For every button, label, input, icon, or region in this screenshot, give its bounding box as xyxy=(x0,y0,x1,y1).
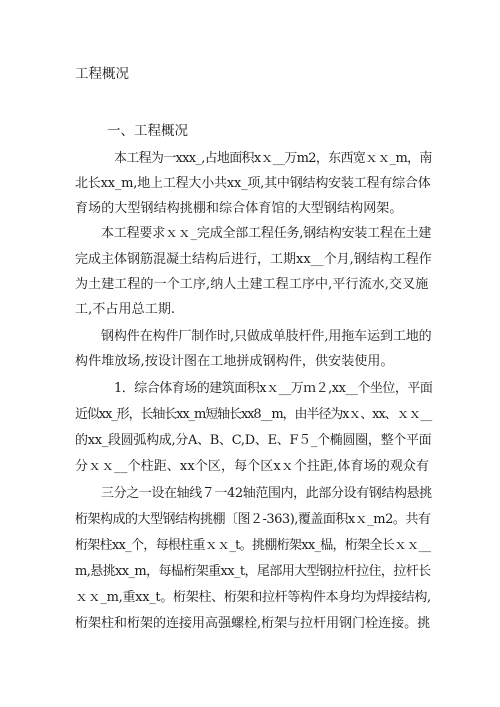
paragraph-line: 为土建工程的一个工序,纳人土建工程工序中,平行流水,交叉施 xyxy=(75,277,429,292)
paragraph-line: 完成主体钢筋混凝土结构后进行，工期xx__个月,钢结构工程作 xyxy=(75,252,432,267)
paragraph-line: ｘｘ_m,重xx_t。桁架柱、桁架和拉杆等构件本身均为焊接结构, xyxy=(75,590,431,605)
paragraph-line: 育场的大型钢结构挑棚和综合体育馆的大型钢结构网架。 xyxy=(75,201,403,216)
paragraph-line: m,悬挑xx_m，每榀桁架重xx_t，尾部用大型钢拉杆拉住，拉杆长 xyxy=(75,564,431,579)
paragraph-line: 构件堆放场,按设计图在工地拼成钢构件，供安装使用。 xyxy=(75,354,394,369)
paragraph-line: 1．综合体育场的建筑面积xｘ__万ｍ２,xx__个坐位，平面 xyxy=(114,381,433,396)
paragraph-line: 三分之一设在轴线７一42轴范围内，此部分设有钢结构悬挑 xyxy=(101,486,432,501)
paragraph-line: 近似xx_形，长轴长xx_m短轴长xx8__m，由半径为xｘ、xx、ｘｘ__ xyxy=(75,407,432,422)
paragraph-line: 桁架柱和桁架的连接用高强螺栓,桁架与拉杆用钢门栓连接。挑 xyxy=(75,616,431,631)
paragraph-line: 本工程要求ｘｘ_完成全部工程任务,钢结构安装工程在土建 xyxy=(101,226,432,241)
paragraph-line: 桁架构成的大型钢结构挑棚〔图２-363),覆盖面积xｘ_m2。共有 xyxy=(75,512,431,527)
paragraph-line: 分ｘｘ__个柱距、xx个区，每个区xｘ个拄距,体育场的观众有 xyxy=(75,459,430,474)
document-title: 工程概况 xyxy=(75,66,129,82)
paragraph-line: 本工程为一xxx_,占地面积xｘ__万m2，东西宽ｘｘ_m，南 xyxy=(114,151,432,166)
paragraph-line: 钢构件在构件厂制作时,只做成单肢杆件,用拖车运到工地的 xyxy=(101,329,432,344)
paragraph-line: 工,不占用总工期. xyxy=(75,302,176,317)
paragraph-line: 的xx_段圆弧构成,分A、B、C,D、E、F５_个椭圆圈，整个平面 xyxy=(75,433,432,448)
paragraph-line: 桁架柱xx_个，每根柱重ｘｘ_t。挑棚桁架xx_榀，桁架全长ｘｘ__ xyxy=(75,538,431,553)
section-heading: 一、工程概况 xyxy=(107,123,188,139)
paragraph-line: 北长xx_m,地上工程大小共xx_项,其中钢结构安装工程有综合体 xyxy=(75,176,431,191)
